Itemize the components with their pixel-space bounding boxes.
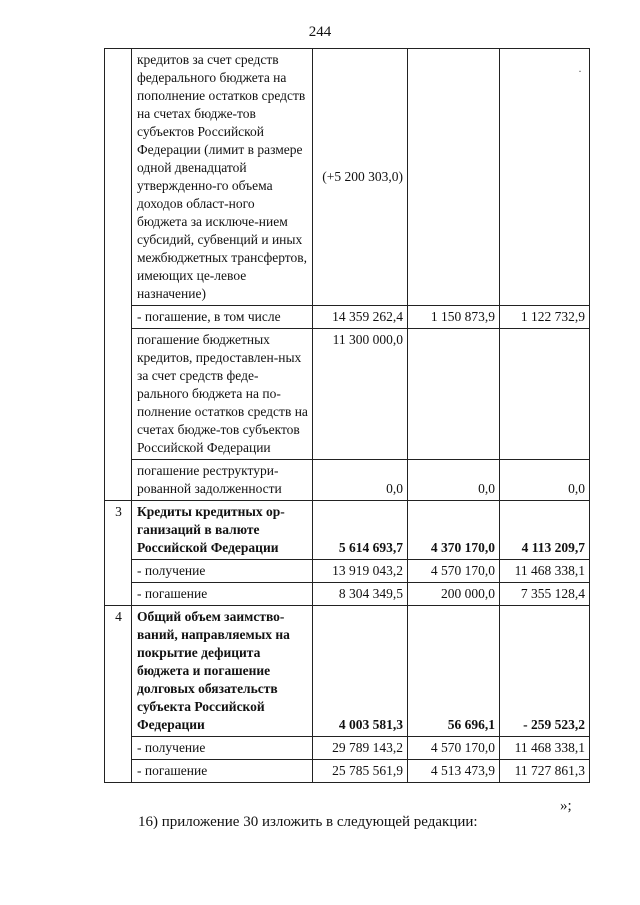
value-cell: 4 113 209,7 xyxy=(500,501,590,560)
row-description: Общий объем заимство-ваний, направляемых на покрытие дефицита бюджета и погашение долговых обязательств субъекта Российской Федерации xyxy=(132,606,313,737)
value-cell: 4 513 473,9 xyxy=(408,760,500,783)
row-description: Кредиты кредитных ор-ганизаций в валюте Российской Федерации xyxy=(132,501,313,560)
table-row xyxy=(105,460,590,501)
table-row xyxy=(105,606,590,737)
value-cell: 4 003 581,3 xyxy=(313,606,408,737)
value-cell: 8 304 349,5 xyxy=(313,583,408,606)
row-description: - погашение, в том числе xyxy=(132,306,313,329)
value-cell: 5 614 693,7 xyxy=(313,501,408,560)
table-row xyxy=(105,329,590,460)
value-cell: 7 355 128,4 xyxy=(500,583,590,606)
value-cell: 56 696,1 xyxy=(408,606,500,737)
table-row xyxy=(105,560,590,583)
value-cell: 200 000,0 xyxy=(408,583,500,606)
value-cell: 11 468 338,1 xyxy=(500,737,590,760)
next-paragraph: 16) приложение 30 изложить в следующей редакции: xyxy=(138,814,478,830)
row-number xyxy=(105,49,132,501)
table-row xyxy=(105,583,590,606)
row-number: 3 xyxy=(105,501,132,606)
value-cell: 29 789 143,2 xyxy=(313,737,408,760)
row-description: - получение xyxy=(132,737,313,760)
row-description: кредитов за счет средств федерального бюджета на пополнение остатков средств на счетах бюдже-тов субъектов Российской Федерации (лимит в размере одной двенадцатой утвержденно-го объема доходов област-ного бюджета за исключе-нием субсидий, субвенций и иных межбюджетных трансфертов, имеющих це-левое назначение) xyxy=(132,49,313,306)
row-description: - погашение xyxy=(132,760,313,783)
closing-quote-mark: »; xyxy=(560,798,572,814)
row-description: погашение реструктури-рованной задолженности xyxy=(132,460,313,501)
value-cell xyxy=(408,49,500,306)
table-row xyxy=(105,49,590,306)
value-cell: 11 727 861,3 xyxy=(500,760,590,783)
row-description: погашение бюджетных кредитов, предоставлен-ных за счет средств феде-рального бюджета на по-полнение остатков средств на счетах бюдже-тов субъектов Российской Федерации xyxy=(132,329,313,460)
value-cell: 4 570 170,0 xyxy=(408,560,500,583)
table-row xyxy=(105,306,590,329)
table-row xyxy=(105,760,590,783)
value-cell: 0,0 xyxy=(500,460,590,501)
table-row xyxy=(105,737,590,760)
row-description: - получение xyxy=(132,560,313,583)
value-cell: 13 919 043,2 xyxy=(313,560,408,583)
value-cell: 0,0 xyxy=(408,460,500,501)
table-row xyxy=(105,501,590,560)
value-cell xyxy=(500,49,590,306)
value-cell: 11 300 000,0 xyxy=(313,329,408,460)
value-cell xyxy=(500,329,590,460)
value-cell xyxy=(408,329,500,460)
value-cell: 0,0 xyxy=(313,460,408,501)
borrowings-table xyxy=(104,48,590,783)
value-cell: 4 570 170,0 xyxy=(408,737,500,760)
row-description: - погашение xyxy=(132,583,313,606)
value-cell: 1 150 873,9 xyxy=(408,306,500,329)
value-cell: - 259 523,2 xyxy=(500,606,590,737)
value-cell: 4 370 170,0 xyxy=(408,501,500,560)
value-cell: 1 122 732,9 xyxy=(500,306,590,329)
value-cell: 11 468 338,1 xyxy=(500,560,590,583)
page-number: 244 xyxy=(308,24,332,40)
value-cell: 14 359 262,4 xyxy=(313,306,408,329)
value-cell: (+5 200 303,0) xyxy=(313,49,408,306)
row-number: 4 xyxy=(105,606,132,783)
scan-tick-mark: · xyxy=(578,64,582,78)
value-cell: 25 785 561,9 xyxy=(313,760,408,783)
